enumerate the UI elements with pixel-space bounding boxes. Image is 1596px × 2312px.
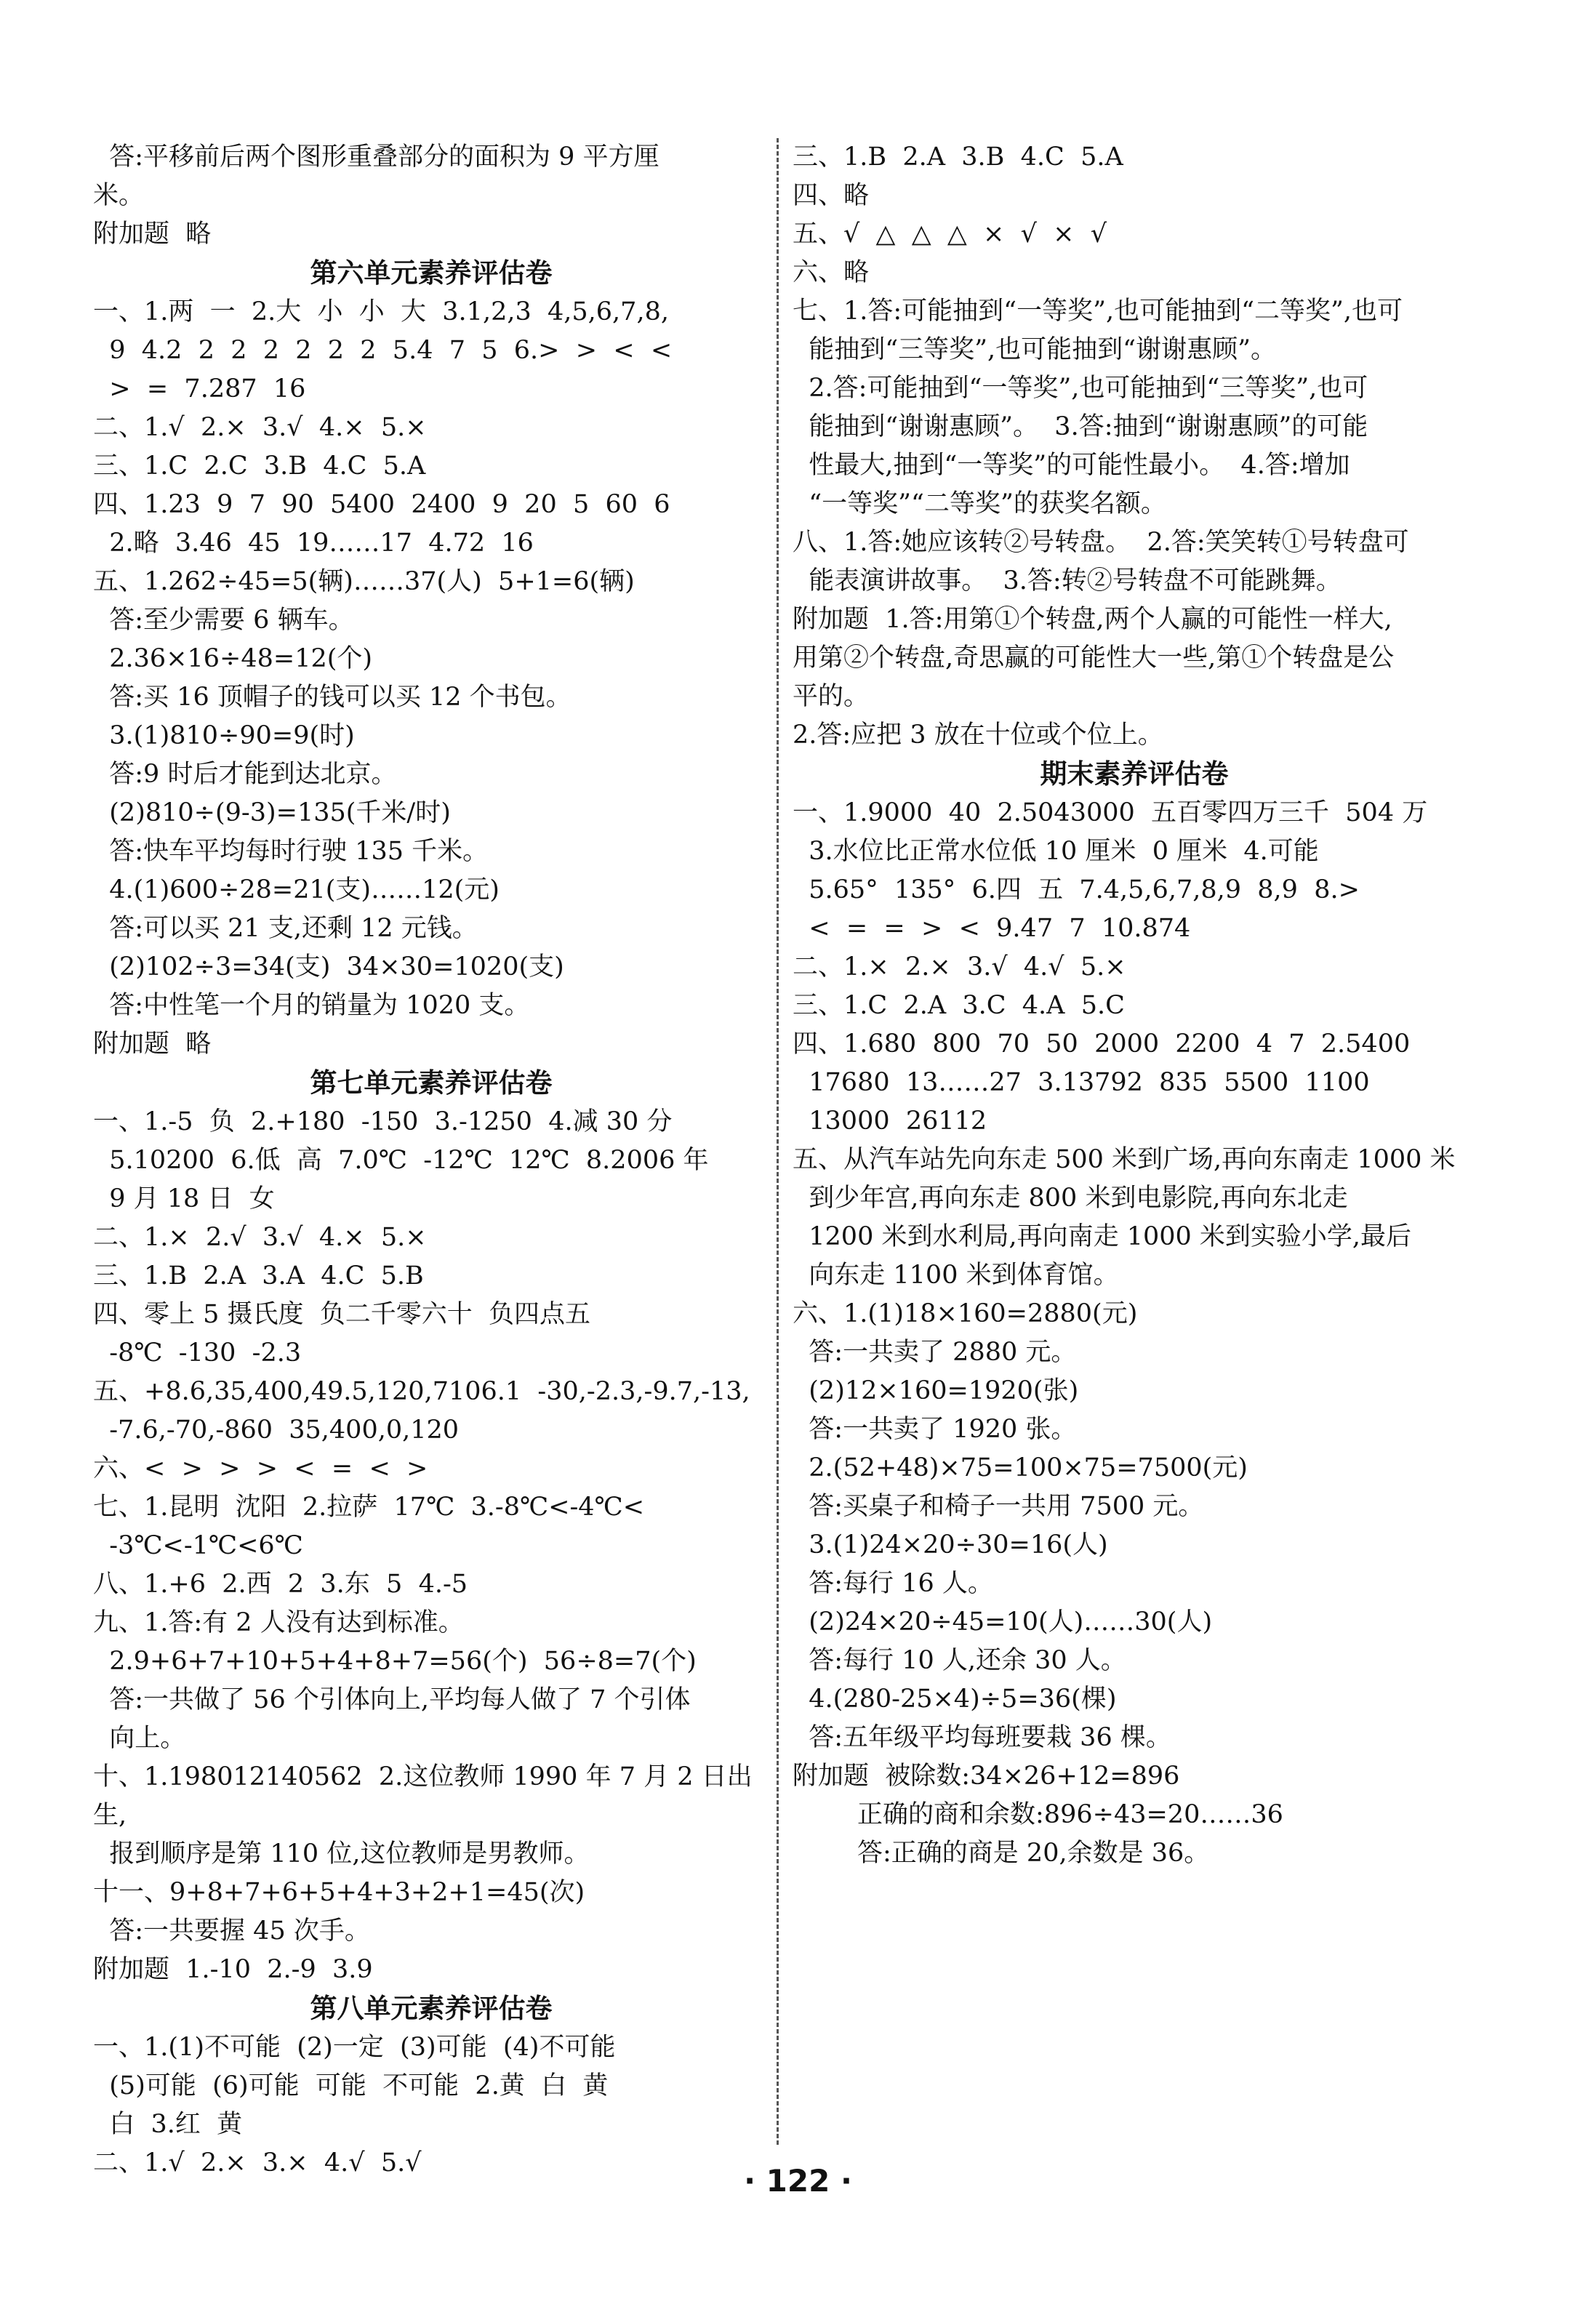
answer-line: 2.36×16÷48=12(个) xyxy=(93,644,373,673)
answer-line: -8℃ -130 -2.3 xyxy=(93,1338,302,1368)
answer-line: 四、1.680 800 70 50 2000 2200 4 7 2.5400 xyxy=(793,1029,1411,1059)
answer-line: 七、1.昆明 沈阳 2.拉萨 17℃ 3.-8℃<-4℃< xyxy=(93,1493,645,1522)
answer-line: < = = > < 9.47 7 10.874 xyxy=(793,914,1191,943)
answer-line: 附加题 1.-10 2.-9 3.9 xyxy=(93,1955,373,1984)
answer-line: 三、1.C 2.C 3.B 4.C 5.A xyxy=(93,451,426,481)
answer-line: 答:9 时后才能到达北京。 xyxy=(93,760,397,789)
answer-line: 十一、9+8+7+6+5+4+3+2+1=45(次) xyxy=(93,1878,585,1907)
answer-line: 一、1.9000 40 2.5043000 五百零四万三千 504 万 xyxy=(793,798,1428,827)
answer-line: 四、1.23 9 7 90 5400 2400 9 20 5 60 6 xyxy=(93,490,670,519)
answer-line: 二、1.× 2.× 3.√ 4.√ 5.× xyxy=(793,952,1126,982)
answer-line: 三、1.B 2.A 3.B 4.C 5.A xyxy=(793,143,1123,172)
answer-line: 能表演讲故事。 3.答:转②号转盘不可能跳舞。 xyxy=(793,566,1342,595)
answer-line: 八、1.+6 2.西 2 3.东 5 4.-5 xyxy=(93,1570,468,1599)
answer-line: (2)12×160=1920(张) xyxy=(793,1376,1079,1405)
answer-line: 到少年宫,再向东走 800 米到电影院,再向东北走 xyxy=(793,1184,1348,1213)
answer-line: 答:每行 16 人。 xyxy=(793,1569,993,1598)
answer-line: -3℃<-1℃<6℃ xyxy=(93,1531,303,1560)
answer-line: 答:买 16 顶帽子的钱可以买 12 个书包。 xyxy=(93,683,572,712)
left-column xyxy=(93,138,769,2183)
answer-line: 答:一共要握 45 次手。 xyxy=(93,1916,370,1946)
answer-line: 五、+8.6,35,400,49.5,120,7106.1 -30,-2.3,-9.7,-13, xyxy=(93,1377,750,1406)
section-title: 第八单元素养评估卷 xyxy=(310,1993,553,2024)
answer-line: 附加题 1.答:用第①个转盘,两个人赢的可能性一样大, xyxy=(793,605,1392,634)
answer-line: 1200 米到水利局,再向南走 1000 米到实验小学,最后 xyxy=(793,1222,1412,1251)
section-title: 期末素养评估卷 xyxy=(1040,758,1229,790)
answer-line: 答:一共卖了 1920 张。 xyxy=(793,1415,1077,1444)
answer-line: 六、< > > > < = < > xyxy=(93,1454,428,1483)
answer-line: 能抽到“三等奖”,也可能抽到“谢谢惠顾”。 xyxy=(793,335,1276,364)
answer-line: 2.(52+48)×75=100×75=7500(元) xyxy=(793,1453,1248,1482)
answer-line: 一、1.(1)不可能 (2)一定 (3)可能 (4)不可能 xyxy=(93,2033,616,2062)
answer-line: 十、1.198012140562 2.这位教师 1990 年 7 月 2 日出生, xyxy=(93,1762,753,1830)
answer-line: (2)102÷3=34(支) 34×30=1020(支) xyxy=(93,952,564,982)
answer-line: 2.9+6+7+10+5+4+8+7=56(个) 56÷8=7(个) xyxy=(93,1647,697,1676)
answer-line: 2.答:应把 3 放在十位或个位上。 xyxy=(793,721,1163,750)
answer-line: 三、1.B 2.A 3.A 4.C 5.B xyxy=(93,1261,424,1291)
answer-line: 白 3.红 黄 xyxy=(93,2110,243,2139)
answer-line: (5)可能 (6)可能 可能 不可能 2.黄 白 黄 xyxy=(93,2071,609,2100)
answer-line: 答:一共卖了 2880 元。 xyxy=(793,1338,1077,1367)
answer-line: “一等奖”“二等奖”的获奖名额。 xyxy=(793,489,1166,518)
answer-line: 3.水位比正常水位低 10 厘米 0 厘米 4.可能 xyxy=(793,837,1319,866)
answer-line: 报到顺序是第 110 位,这位教师是男教师。 xyxy=(93,1839,590,1869)
answer-line: 答:五年级平均每班要栽 36 棵。 xyxy=(793,1723,1171,1752)
answer-line: 向东走 1100 米到体育馆。 xyxy=(793,1261,1119,1290)
answer-line: 四、零上 5 摄氏度 负二千零六十 负四点五 xyxy=(93,1300,591,1329)
answer-line: 附加题 被除数:34×26+12=896 xyxy=(793,1762,1180,1791)
answer-line: 六、略 xyxy=(793,258,870,287)
answer-line: 答:中性笔一个月的销量为 1020 支。 xyxy=(93,991,530,1020)
answer-line: 答:平移前后两个图形重叠部分的面积为 9 平方厘 xyxy=(93,143,659,172)
answer-line: 5.65° 135° 6.四 五 7.4,5,6,7,8,9 8,9 8.> xyxy=(793,875,1360,904)
answer-line: 答:可以买 21 支,还剩 12 元钱。 xyxy=(93,914,478,943)
answer-line: 4.(280-25×4)÷5=36(棵) xyxy=(793,1685,1117,1714)
answer-line: 二、1.√ 2.× 3.√ 4.× 5.× xyxy=(93,413,427,442)
answer-line: 六、1.(1)18×160=2880(元) xyxy=(793,1299,1138,1328)
answer-line: 向上。 xyxy=(93,1724,186,1753)
answer-line: 八、1.答:她应该转②号转盘。 2.答:笑笑转①号转盘可 xyxy=(793,528,1409,557)
section-title: 第七单元素养评估卷 xyxy=(310,1067,553,1099)
answer-line: 5.10200 6.低 高 7.0℃ -12℃ 12℃ 8.2006 年 xyxy=(93,1146,709,1175)
answer-line: 米。 xyxy=(93,181,145,210)
answer-line: 一、1.-5 负 2.+180 -150 3.-1250 4.减 30 分 xyxy=(93,1107,673,1136)
answer-line: 五、1.262÷45=5(辆)……37(人) 5+1=6(辆) xyxy=(93,567,635,596)
answer-line: 9 月 18 日 女 xyxy=(93,1184,275,1213)
answer-line: 4.(1)600÷28=21(支)……12(元) xyxy=(93,875,500,904)
answer-line: 性最大,抽到“一等奖”的可能性最小。 4.答:增加 xyxy=(793,451,1350,480)
answer-line: 17680 13……27 3.13792 835 5500 1100 xyxy=(793,1068,1370,1097)
answer-line: 五、√ △ △ △ × √ × √ xyxy=(793,220,1107,249)
answer-line: 能抽到“谢谢惠顾”。 3.答:抽到“谢谢惠顾”的可能 xyxy=(793,412,1368,441)
answer-line: 附加题 略 xyxy=(93,1029,212,1059)
answer-line: 2.略 3.46 45 19……17 4.72 16 xyxy=(93,529,534,558)
answer-line: 正确的商和余数:896÷43=20……36 xyxy=(793,1800,1283,1829)
answer-line: 二、1.× 2.√ 3.√ 4.× 5.× xyxy=(93,1223,427,1252)
answer-line: (2)24×20÷45=10(人)……30(人) xyxy=(793,1607,1213,1637)
column-divider xyxy=(777,138,779,2145)
answer-line: 答:买桌子和椅子一共用 7500 元。 xyxy=(793,1492,1204,1521)
answer-line: 用第②个转盘,奇思赢的可能性大一些,第①个转盘是公 xyxy=(793,643,1395,673)
answer-line: 答:至少需要 6 辆车。 xyxy=(93,606,354,635)
answer-line: 3.(1)810÷90=9(时) xyxy=(93,721,355,750)
answer-line: -7.6,-70,-860 35,400,0,120 xyxy=(93,1416,460,1445)
answer-line: 二、1.√ 2.× 3.× 4.√ 5.√ xyxy=(93,2148,422,2177)
answer-line: 附加题 略 xyxy=(93,220,212,249)
answer-line: 2.答:可能抽到“一等奖”,也可能抽到“三等奖”,也可 xyxy=(793,374,1368,403)
answer-line: 13000 26112 xyxy=(793,1107,987,1136)
page-number: · 122 · xyxy=(744,2163,852,2199)
answer-line: 九、1.答:有 2 人没有达到标准。 xyxy=(93,1608,464,1637)
answer-line: 三、1.C 2.A 3.C 4.A 5.C xyxy=(793,991,1125,1020)
answer-line: 答:正确的商是 20,余数是 36。 xyxy=(793,1839,1210,1868)
answer-line: 答:快车平均每时行驶 135 千米。 xyxy=(93,837,489,866)
answer-line: 五、从汽车站先向东走 500 米到广场,再向东南走 1000 米 xyxy=(793,1145,1456,1174)
answer-line: 答:一共做了 56 个引体向上,平均每人做了 7 个引体 xyxy=(93,1685,691,1714)
answer-line: (2)810÷(9-3)=135(千米/时) xyxy=(93,798,451,827)
section-title: 第六单元素养评估卷 xyxy=(310,257,553,289)
answer-line: 3.(1)24×20÷30=16(人) xyxy=(793,1530,1108,1560)
answer-line: > = 7.287 16 xyxy=(93,374,306,404)
answer-line: 四、略 xyxy=(793,181,870,210)
answer-line: 9 4.2 2 2 2 2 2 2 5.4 7 5 6.> > < < xyxy=(93,336,673,365)
answer-line: 七、1.答:可能抽到“一等奖”,也可能抽到“二等奖”,也可 xyxy=(793,297,1403,326)
right-column xyxy=(793,138,1476,1873)
answer-line: 答:每行 10 人,还余 30 人。 xyxy=(793,1646,1126,1675)
answer-line: 平的。 xyxy=(793,682,870,711)
answer-line: 一、1.两 一 2.大 小 小 大 3.1,2,3 4,5,6,7,8, xyxy=(93,297,669,326)
